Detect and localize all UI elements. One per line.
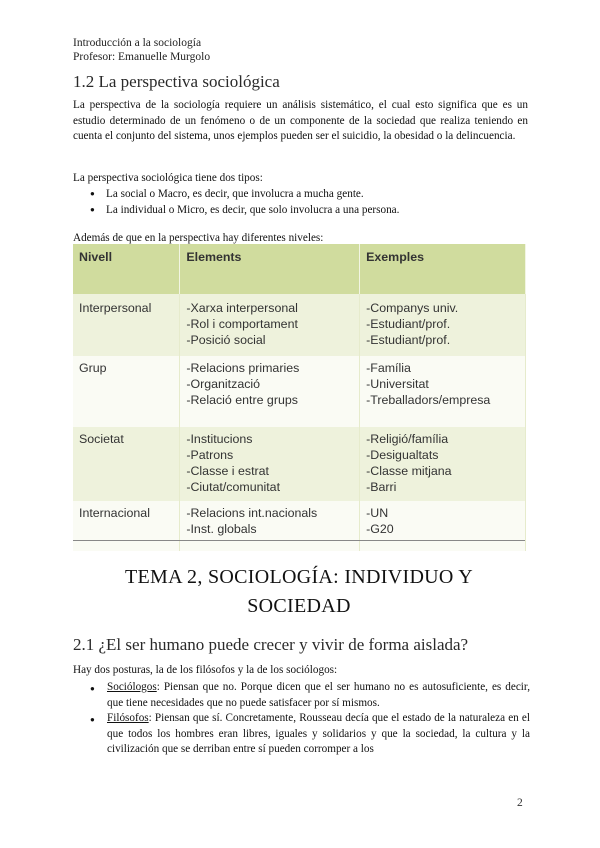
column-header: Elements — [180, 244, 360, 294]
cell-line: -Rol i comportament — [186, 317, 298, 331]
cell-line: -Relacions int.nacionals — [186, 506, 318, 520]
cell-line: -Estudiant/prof. — [366, 333, 451, 347]
cell-line: -Religió/família — [366, 432, 449, 446]
section-heading-1-2: 1.2 La perspectiva sociológica — [73, 72, 280, 91]
cell-line: -Relació entre grups — [186, 393, 298, 407]
column-header: Exemples — [360, 244, 526, 294]
table-row — [73, 294, 526, 356]
cell-line: -Classe i estrat — [186, 464, 269, 478]
cell-line: -Companys univ. — [366, 301, 459, 315]
examples-cell — [360, 356, 526, 427]
cell-line: -Patrons — [186, 448, 234, 462]
list-item — [90, 186, 364, 203]
table-header-row — [73, 244, 526, 294]
chapter-title-line-1: TEMA 2, SOCIOLOGÍA: INDIVIDUO Y — [125, 566, 473, 588]
cell-line: -UN — [366, 506, 389, 520]
level-cell: Internacional — [73, 501, 180, 551]
chapter-title-line-2: SOCIEDAD — [247, 595, 351, 617]
header-professor: Profesor: Emanuelle Murgolo — [73, 51, 211, 63]
section-heading-2-1: 2.1 ¿El ser humano puede crecer y vivir de forma aislada? — [73, 635, 469, 654]
list-item-text: La social o Macro, es decir, que involucra a mucha gente. — [106, 188, 364, 200]
level-cell: Interpersonal — [73, 294, 180, 356]
cell-line: -Estudiant/prof. — [366, 317, 451, 331]
list-item-text — [107, 680, 530, 711]
level-cell: Societat — [73, 427, 180, 501]
postures-intro: Hay dos posturas, la de los filósofos y la de los sociólogos: — [73, 664, 338, 676]
bullet-icon: ● — [90, 684, 95, 693]
header-course: Introducción a la sociología — [73, 37, 202, 49]
cell-line: -Xarxa interpersonal — [186, 301, 298, 315]
cell-line: -Relacions primaries — [186, 361, 300, 375]
cell-line: -Universitat — [366, 377, 429, 391]
term-description: : Piensan que no. Porque dicen que el ser humano no es autosuficiente, es decir, que tiene necesidades que no puede satisfacer por sí mismos. — [107, 681, 530, 709]
elements-cell — [180, 427, 360, 501]
table-row — [73, 427, 526, 501]
horizontal-divider — [73, 540, 525, 541]
bullet-icon: ● — [90, 205, 95, 214]
intro-paragraph: La perspectiva de la sociología requiere un análisis sistemático, el cual esto significa que es un estudio determinado de un fenómeno o de un componente de la sociedad que realiza teniendo en cuenta el conjunto del sistema, unos ejemplos pueden ser el suicidio, la obesidad o la delincuencia. — [73, 99, 528, 142]
cell-line: -Inst. globals — [186, 522, 257, 536]
cell-line: -Institucions — [186, 432, 253, 446]
elements-cell — [180, 294, 360, 356]
examples-cell — [360, 501, 526, 551]
cell-line: -Treballadors/empresa — [366, 393, 491, 407]
examples-cell — [360, 294, 526, 356]
list-item — [90, 680, 530, 711]
table-row — [73, 501, 526, 551]
types-intro: La perspectiva sociológica tiene dos tipos: — [73, 172, 263, 184]
cell-line: -Classe mitjana — [366, 464, 452, 478]
page-number: 2 — [517, 797, 523, 809]
term-label: Filósofos — [107, 712, 149, 724]
list-item-text: La individual o Micro, es decir, que solo involucra a una persona. — [106, 204, 400, 216]
list-item — [90, 711, 530, 758]
cell-line: -G20 — [366, 522, 394, 536]
cell-line: -Ciutat/comunitat — [186, 480, 281, 494]
table-row — [73, 356, 526, 427]
elements-cell — [180, 501, 360, 551]
cell-line: -Família — [366, 361, 411, 375]
levels-intro: Además de que en la perspectiva hay diferentes niveles: — [73, 232, 324, 244]
cell-line: -Organització — [186, 377, 261, 391]
levels-table — [73, 244, 526, 551]
list-item — [90, 202, 399, 219]
examples-cell — [360, 427, 526, 501]
cell-line: -Posició social — [186, 333, 266, 347]
bullet-icon: ● — [90, 715, 95, 724]
list-item-text — [107, 711, 530, 758]
elements-cell — [180, 356, 360, 427]
cell-line: -Barri — [366, 480, 397, 494]
bullet-icon: ● — [90, 189, 95, 198]
level-cell: Grup — [73, 356, 180, 427]
cell-line: -Desigualtats — [366, 448, 439, 462]
term-description: : Piensan que sí. Concretamente, Rousseau decía que el estado de la naturaleza en el que todos los hombres eran libres, iguales y solidarios y que la sociedad, la cultura y la civilización que se derriban entre sí pueden corromper a los — [107, 712, 530, 755]
term-label: Sociólogos — [107, 681, 157, 693]
column-header: Nivell — [73, 244, 180, 294]
